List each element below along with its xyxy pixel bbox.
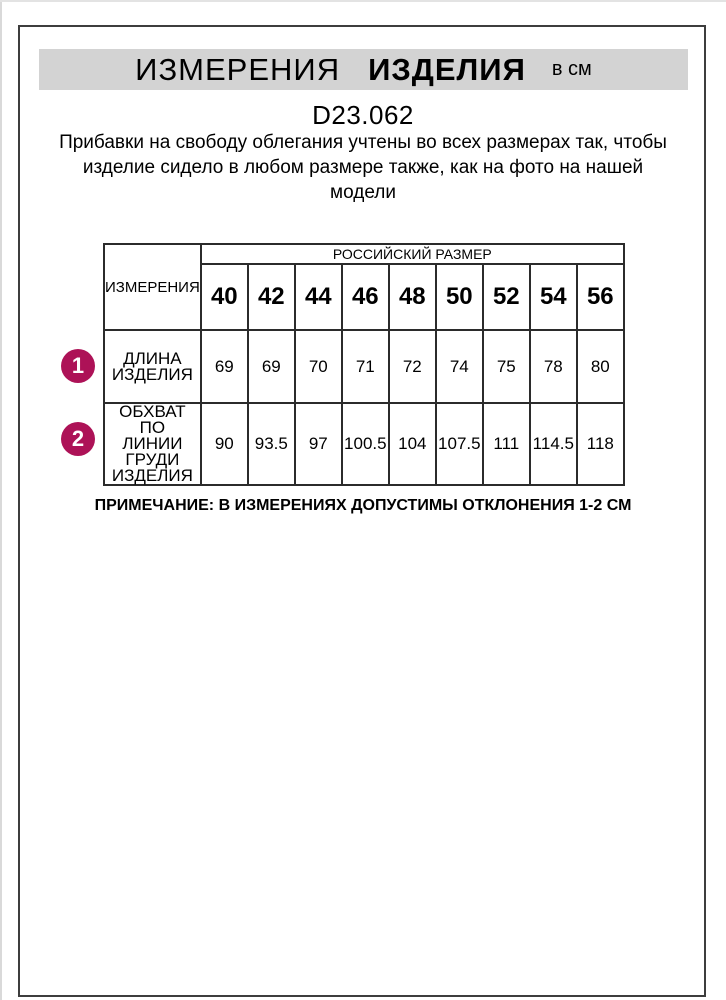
description-line: модели — [330, 182, 396, 203]
value-cell: 74 — [436, 330, 483, 403]
size-header-cell: 40 — [201, 264, 248, 330]
value-cell: 93.5 — [248, 403, 295, 485]
value-cell: 107.5 — [436, 403, 483, 485]
title-product: ИЗДЕЛИЯ — [368, 51, 526, 87]
size-header-cell: 50 — [436, 264, 483, 330]
size-header-cell: 46 — [342, 264, 389, 330]
size-header-cell: 42 — [248, 264, 295, 330]
size-header-cell: 56 — [577, 264, 624, 330]
value-cell: 70 — [295, 330, 342, 403]
size-header-cell: 44 — [295, 264, 342, 330]
value-cell: 100.5 — [342, 403, 389, 485]
title-measurements: ИЗМЕРЕНИЯ — [135, 51, 341, 87]
row-label-line: ИЗДЕЛИЯ — [111, 466, 193, 485]
value-cell: 69 — [201, 330, 248, 403]
scan-edge-top — [0, 0, 726, 2]
product-description — [0, 130, 726, 205]
value-cell: 118 — [577, 403, 624, 485]
table-row-chest — [104, 403, 624, 485]
description-line: Прибавки на свободу облегания учтены во всех размерах так, чтобы — [59, 132, 667, 153]
value-cell: 71 — [342, 330, 389, 403]
measurements-header-cell: ИЗМЕРЕНИЯ — [104, 244, 201, 330]
row-label-line: ДЛИНА — [123, 348, 182, 368]
title-unit: в см — [551, 58, 592, 80]
value-cell: 75 — [483, 330, 530, 403]
value-cell: 90 — [201, 403, 248, 485]
value-cell: 104 — [389, 403, 436, 485]
title-bar — [39, 49, 688, 90]
value-cell: 111 — [483, 403, 530, 485]
value-cell: 72 — [389, 330, 436, 403]
table-row-length — [104, 330, 624, 403]
row-label-cell — [104, 330, 201, 403]
size-table — [103, 243, 625, 486]
row-2-badge: 2 — [61, 422, 95, 456]
value-cell: 114.5 — [530, 403, 577, 485]
size-header-cell: 54 — [530, 264, 577, 330]
row-label-cell — [104, 403, 201, 485]
description-line: изделие сидело в любом размере также, как на фото на нашей — [82, 157, 644, 178]
row-label-line: ОБХВАТ ПО — [119, 402, 186, 437]
value-cell: 69 — [248, 330, 295, 403]
row-1-badge: 1 — [61, 349, 95, 383]
note-text: ПРИМЕЧАНИЕ: В ИЗМЕРЕНИЯХ ДОПУСТИМЫ ОТКЛОНЕНИЯ 1-2 СМ — [94, 497, 632, 514]
row-label-line: ЛИНИИ ГРУДИ — [122, 434, 183, 469]
size-header-cell: 48 — [389, 264, 436, 330]
row-label-line: ИЗДЕЛИЯ — [111, 364, 193, 384]
size-header-cell: 52 — [483, 264, 530, 330]
russian-size-header-cell: РОССИЙСКИЙ РАЗМЕР — [201, 244, 624, 264]
value-cell: 97 — [295, 403, 342, 485]
value-cell: 78 — [530, 330, 577, 403]
product-code: D23.062 — [312, 100, 414, 130]
value-cell: 80 — [577, 330, 624, 403]
